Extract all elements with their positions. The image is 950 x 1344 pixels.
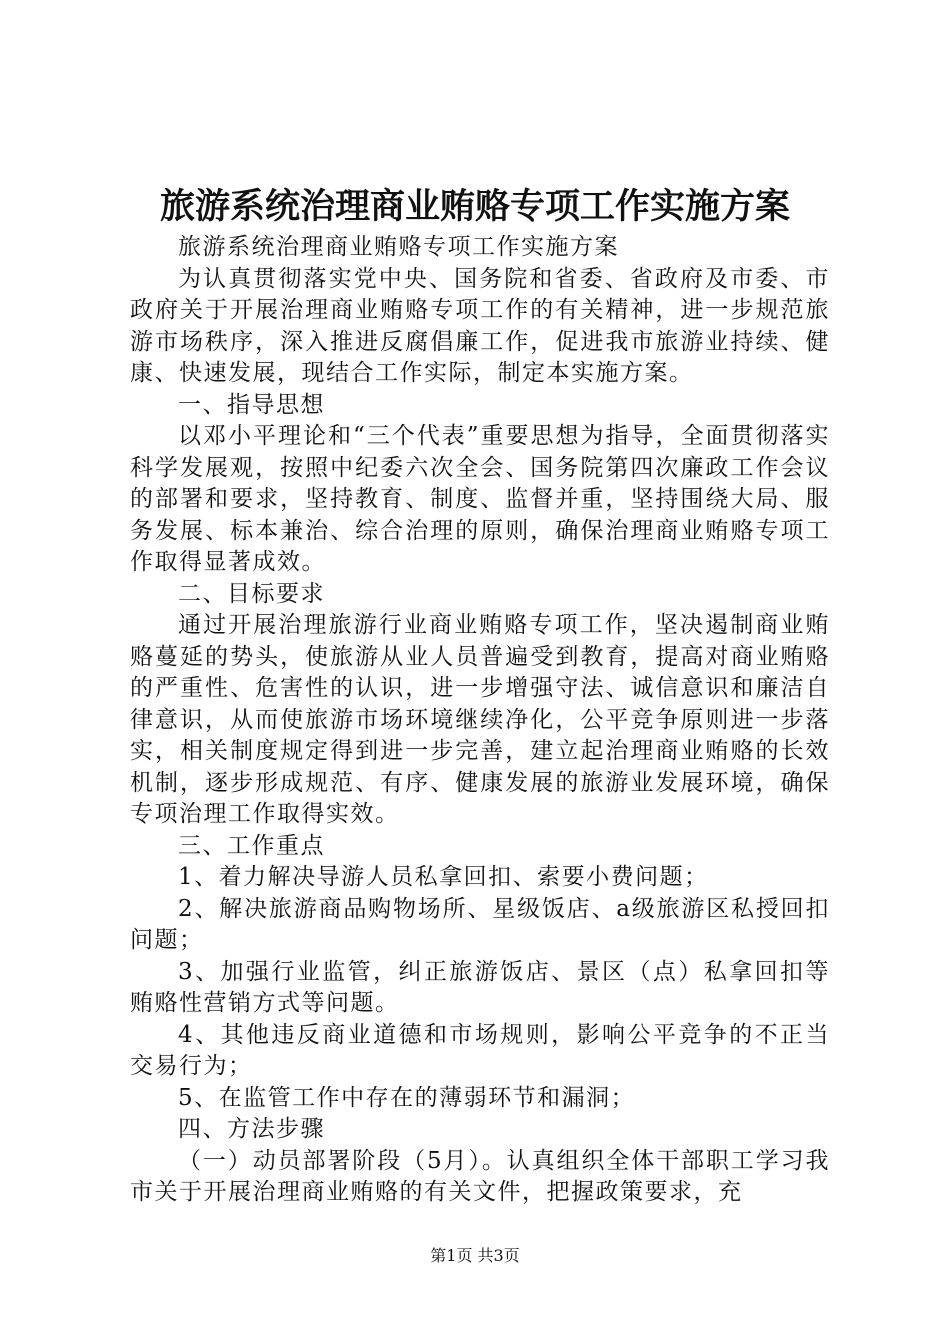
list-item-focus-1: 1、着力解决导游人员私拿回扣、索要小费问题；: [178, 864, 709, 890]
section-heading-methods: 四、方法步骤: [178, 1116, 325, 1142]
paragraph-goals: 通过开展治理旅游行业商业贿赂专项工作，坚决遏制商业贿赂蔓延的势头，使旅游从业人员普遍受到教育，提高对商业贿赂的严重性、危害性的认识，进一步增强守法、诚信意识和廉洁自律意识，从而使旅游市场环境继续净化，公平竞争原则进一步落实，相关制度规定得到进一步完善，建立起治理商业贿赂的长效机制，逐步形成规范、有序、健康发展的旅游业发展环境，确保专项治理工作取得实效。: [130, 612, 830, 827]
paragraph-subtitle: 旅游系统治理商业贿赂专项工作实施方案: [178, 234, 619, 260]
document-body: [130, 232, 830, 1209]
list-item-focus-2: 2、解决旅游商品购物场所、星级饭店、a级旅游区私授回扣问题；: [130, 895, 830, 953]
section-heading-guiding-ideology: 一、指导思想: [178, 391, 325, 418]
paragraph-intro: 为认真贯彻落实党中央、国务院和省委、省政府及市委、市政府关于开展治理商业贿赂专项工作的有关精神，进一步规范旅游市场秩序，深入推进反腐倡廉工作，促进我市旅游业持续、健康、快速发展，现结合工作实际，制定本实施方案。: [130, 265, 830, 386]
page-footer: 第1页 共3页: [430, 1246, 520, 1265]
section-heading-goals: 二、目标要求: [178, 580, 325, 607]
list-item-focus-4: 4、其他违反商业道德和市场规则，影响公平竞争的不正当交易行为；: [130, 1021, 830, 1079]
list-item-focus-3: 3、加强行业监管，纠正旅游饭店、景区（点）私拿回扣等贿赂性营销方式等问题。: [130, 958, 830, 1016]
paragraph-guiding-ideology: 以邓小平理论和“三个代表”重要思想为指导，全面贯彻落实科学发展观，按照中纪委六次全会、国务院第四次廉政工作会议的部署和要求，坚持教育、制度、监督并重，坚持围绕大局、服务发展、标本兼治、综合治理的原则，确保治理商业贿赂专项工作取得显著成效。: [130, 423, 830, 575]
section-heading-work-focus: 三、工作重点: [178, 832, 325, 859]
list-item-focus-5: 5、在监管工作中存在的薄弱环节和漏洞；: [178, 1084, 636, 1111]
paragraph-methods-phase-1: （一）动员部署阶段（5月）。认真组织全体干部职工学习我市关于开展治理商业贿赂的有关文件，把握政策要求，充: [130, 1147, 830, 1205]
document-title: 旅游系统治理商业贿赂专项工作实施方案: [159, 186, 790, 227]
